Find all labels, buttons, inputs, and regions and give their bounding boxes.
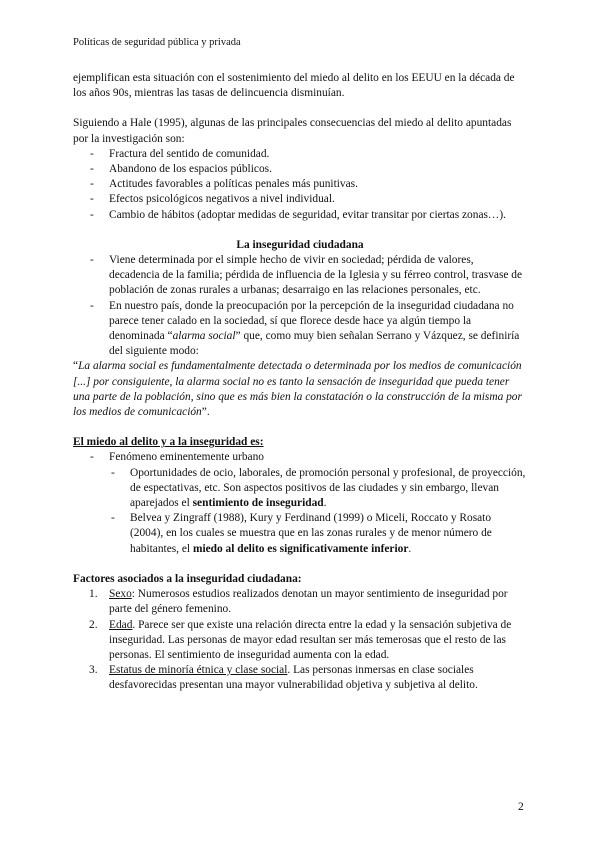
list-item: - Viene determinada por el simple hecho de vivir en sociedad; pérdida de valores, decadencia de la familia; pérdida de influencia de la Iglesia y su férreo control, trasvase de población de zonas rurales a urbanas; desarraigo en las relaciones personales, etc. [109, 253, 527, 299]
section-heading-factores: Factores asociados a la inseguridad ciudadana: [73, 572, 302, 585]
section-heading-miedo: El miedo al delito y a la inseguridad es: [73, 436, 264, 449]
quote-text: La alarma social es fundamentalmente detectada o determinada por los medios de comunicación [...] por consiguiente, la alarma social no es tanto la sensación de inseguridad que pueda tener una parte de la población, sino que es más bien la constatación o la construcción de la misma por los medios de comunicación [73, 360, 522, 419]
running-header: Políticas de seguridad pública y privada [73, 37, 241, 48]
block-quote: “La alarma social es fundamentalmente detectada o determinada por los medios de comunicación [...] por consiguiente, la alarma social no es tanto la sensación de inseguridad que pueda tener una parte de la población, sino que es más bien la constatación o la construcción de la misma por los medios de comunicación”. [73, 360, 522, 419]
list-item: - Fractura del sentido de comunidad. [109, 147, 527, 162]
hale-lead-paragraph: Siguiendo a Hale (1995), algunas de las principales consecuencias del miedo al delito apuntadas por la investigación son: [73, 117, 512, 145]
list-item: - Abandono de los espacios públicos. [109, 162, 527, 177]
page-number: 2 [518, 801, 524, 813]
alarma-social-term: alarma social [172, 330, 236, 343]
list-item: - En nuestro país, donde la preocupación por la percepción de la inseguridad ciudadana no parece tener calado en la sociedad, sí que florece desde hace ya algún tiempo la denominada “alarma social” que, como muy bien señalan Serrano y Vázquez, se definiría del siguiente modo: [109, 299, 527, 360]
list-item: - Actitudes favorables a políticas penales más punitivas. [109, 177, 527, 192]
factores-list [73, 587, 527, 693]
list-item: - Cambio de hábitos (adoptar medidas de seguridad, evitar transitar por ciertas zonas…). [109, 208, 527, 223]
page-body [73, 71, 527, 694]
list-item: - Belvea y Zingraff (1988), Kury y Ferdinand (1999) o Miceli, Roccato y Rosato (2004), en los cuales se muestra que en las zonas rurales y de menor número de habitantes, el miedo al delito es significativamente inferior. [130, 511, 527, 557]
list-item: 1. Sexo: Numerosos estudios realizados denotan un mayor sentimiento de inseguridad por parte del género femenino. [89, 588, 508, 616]
inseguridad-list [73, 253, 527, 359]
consequences-list [73, 147, 527, 223]
list-item: - Fenómeno eminentemente urbano [109, 450, 527, 465]
list-item: 2. Edad. Parece ser que existe una relación directa entre la edad y la sensación subjetiva de inseguridad. Las personas de mayor edad resultan ser más temerosas que el resto de las personas. El sentimiento de inseguridad aumenta con la edad. [89, 618, 512, 661]
list-item: - Oportunidades de ocio, laborales, de promoción personal y profesional, de proyección, de espectativas, etc. Son aspectos positivos de las ciudades y sin embargo, llevan aparejados el sentimiento de inseguridad. [130, 466, 527, 512]
miedo-list [73, 450, 527, 465]
miedo-sublist [73, 466, 527, 557]
intro-continuation: ejemplifican esta situación con el sostenimiento del miedo al delito en los EEUU en la década de los años 90s, mientras las tasas de delincuencia disminuían. [73, 72, 515, 100]
list-item: - Efectos psicológicos negativos a nivel individual. [109, 192, 527, 207]
section-heading-inseguridad: La inseguridad ciudadana [236, 238, 364, 251]
list-item: 3. Estatus de minoría étnica y clase social. Las personas inmersas en clase sociales desfavorecidas presentan una mayor vulnerabilidad objetiva y subjetiva al delito. [89, 664, 478, 692]
